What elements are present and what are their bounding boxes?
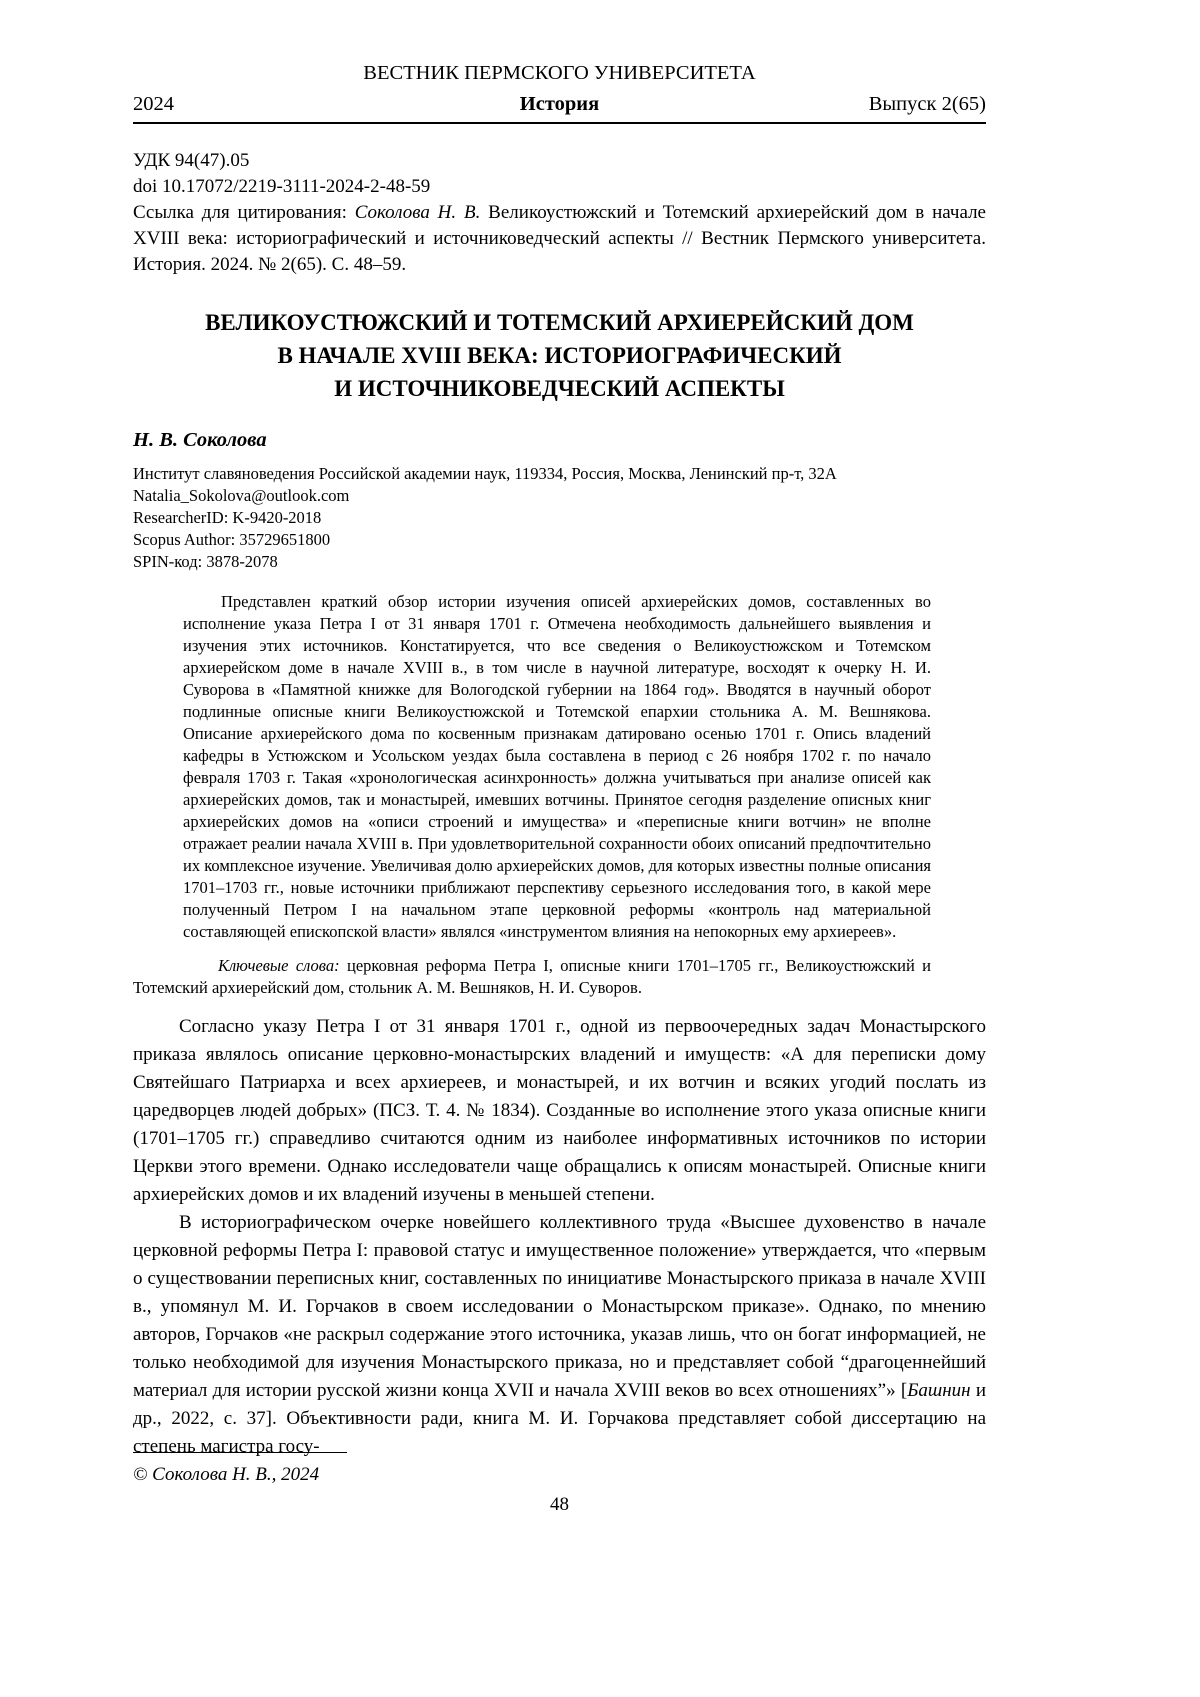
keywords-text: церковная реформа Петра I, описные книги 1701–1705 гг., Великоустюжский и Тотемский архиерейский дом, стольник А. М. Вешняков, Н. И. Суворов. bbox=[133, 956, 932, 997]
citation-author: Соколова Н. В. bbox=[354, 202, 481, 223]
citation bbox=[133, 200, 986, 278]
body-paragraph-2-text: В историографическом очерке новейшего коллективного труда «Высшее духовенство в начале церковной реформы Петра I: правовой статус и имущественное положение» утверждается, что «первым о существовании переписных книг, составленных по инициативе Монастырского приказа в начале XVIII в., упомянул М. И. Горчаков в своем исследовании о Монастырском приказе». Однако, по мнению авторов, Горчаков «не раскрыл содержание этого источника, указав лишь, что он богат информацией, не только необходимой для изучения Монастырского приказа, но и представляет собой “драгоценнейший материал для истории русской жизни конца XVII и начала XVIII веков во всех отношениях”» [ bbox=[133, 1212, 986, 1401]
body-paragraph-2-cited-author: Башнин bbox=[907, 1380, 971, 1401]
abstract: Представлен краткий обзор истории изучения описей архиерейских домов, составленных во исполнение указа Петра I от 31 января 1701 г. Отмечена необходимость дальнейшего выявления и изучения этих источников. Констатируется, что все сведения о Великоустюжском и Тотемском архиерейском доме в начале XVIII в., в том числе в научной литературе, восходят к очерку Н. И. Суворова в «Памятной книжке для Вологодской губернии на 1864 год». Вводятся в научный оборот подлинные описные книги Великоустюжской и Тотемской епархии стольника А. М. Вешнякова. Описание архиерейского дома по косвенным признакам датировано осенью 1701 г. Опись владений кафедры в Устюжском и Усольском уездах была составлена в период с 26 ноября 1702 г. по начало февраля 1703 г. Такая «хронологическая асинхронность» должна учитываться при анализе описей как архиерейских домов, так и монастырей, имевших вотчины. Принятое сегодня разделение описных книг архиерейских домов на «описи строений и имущества» и «переписные книги вотчин» не вполне отражает реалии начала XVIII в. При удовлетворительной сохранности обоих описаний предпочтительно их комплексное изучение. Увеличивая долю архиерейских домов, для которых известны полные описания 1701–1703 гг., новые источники приближают перспективу серьезного исследования того, в какой мере полученный Петром I на начальном этапе церковной реформы «контроль над материальной составляющей епископской власти» являлся «инструментом влияния на непокорных ему архиереев». bbox=[183, 592, 931, 941]
article-body bbox=[133, 1013, 986, 1461]
body-paragraph-1: Согласно указу Петра I от 31 января 1701 г., одной из первоочередных задач Монастырского приказа являлось описание церковно-монастырских владений и имуществ: «А для переписки дому Святейшаго Патриарха и всех архиереев, и монастырей, и их вотчин и всяких угодий послать из царедворцев людей добрых» (ПСЗ. Т. 4. № 1834). Созданные во исполнение этого указа описные книги (1701–1705 гг.) справедливо считаются одним из наиболее информативных источников по истории Церкви этого времени. Однако исследователи чаще обращались к описям монастырей. Описные книги архиерейских домов и их владений изучены в меньшей степени. bbox=[133, 1016, 986, 1205]
journal-series: История bbox=[519, 93, 600, 115]
affiliation-address: Институт славяноведения Российской академии наук, 119334, Россия, Москва, Ленинский пр-т, 32А bbox=[133, 464, 837, 483]
doi: doi 10.17072/2219-3111-2024-2-48-59 bbox=[133, 176, 431, 197]
article-title-line-2: В НАЧАЛЕ XVIII ВЕКА: ИСТОРИОГРАФИЧЕСКИЙ bbox=[277, 343, 842, 368]
article-title bbox=[133, 306, 986, 405]
page-number: 48 bbox=[550, 1494, 569, 1515]
journal-year: 2024 bbox=[133, 93, 174, 115]
keywords-label: Ключевые слова: bbox=[218, 956, 348, 975]
footer-rule bbox=[133, 1452, 347, 1453]
body-paragraph-2 bbox=[133, 1209, 986, 1461]
body-paragraph-2-text-end: и др., 2022, с. 37]. Объективности ради, книга М. И. Горчакова представляет собой диссертацию на степень магистра госу- bbox=[133, 1380, 987, 1457]
author-name: Н. В. Соколова bbox=[133, 429, 267, 451]
copyright-notice: © Соколова Н. В., 2024 bbox=[133, 1464, 320, 1485]
journal-issue: Выпуск 2(65) bbox=[868, 93, 986, 115]
journal-header-title: ВЕСТНИК ПЕРМСКОГО УНИВЕРСИТЕТА bbox=[363, 62, 756, 84]
page-footer bbox=[133, 1452, 986, 1518]
page-content bbox=[133, 60, 986, 1461]
citation-text: Великоустюжский и Тотемский архиерейский дом в начале XVIII века: историографический и источниковедческий аспекты // Вестник Пермского университета. История. 2024. № 2(65). С. 48–59. bbox=[133, 202, 986, 275]
udc-code: УДК 94(47).05 bbox=[133, 150, 250, 171]
citation-label: Ссылка для цитирования: bbox=[133, 202, 355, 223]
journal-info-row bbox=[133, 93, 986, 124]
researcher-id: ResearcherID: K-9420-2018 bbox=[133, 508, 322, 527]
author-affiliation-block bbox=[133, 463, 986, 573]
spin-code: SPIN-код: 3878-2078 bbox=[133, 552, 278, 571]
keywords bbox=[133, 955, 931, 999]
author-email: Natalia_Sokolova@outlook.com bbox=[133, 486, 350, 505]
scopus-author-id: Scopus Author: 35729651800 bbox=[133, 530, 331, 549]
article-title-line-3: И ИСТОЧНИКОВЕДЧЕСКИЙ АСПЕКТЫ bbox=[334, 376, 785, 401]
article-title-line-1: ВЕЛИКОУСТЮЖСКИЙ И ТОТЕМСКИЙ АРХИЕРЕЙСКИЙ ДОМ bbox=[205, 310, 914, 335]
article-meta bbox=[133, 148, 986, 278]
